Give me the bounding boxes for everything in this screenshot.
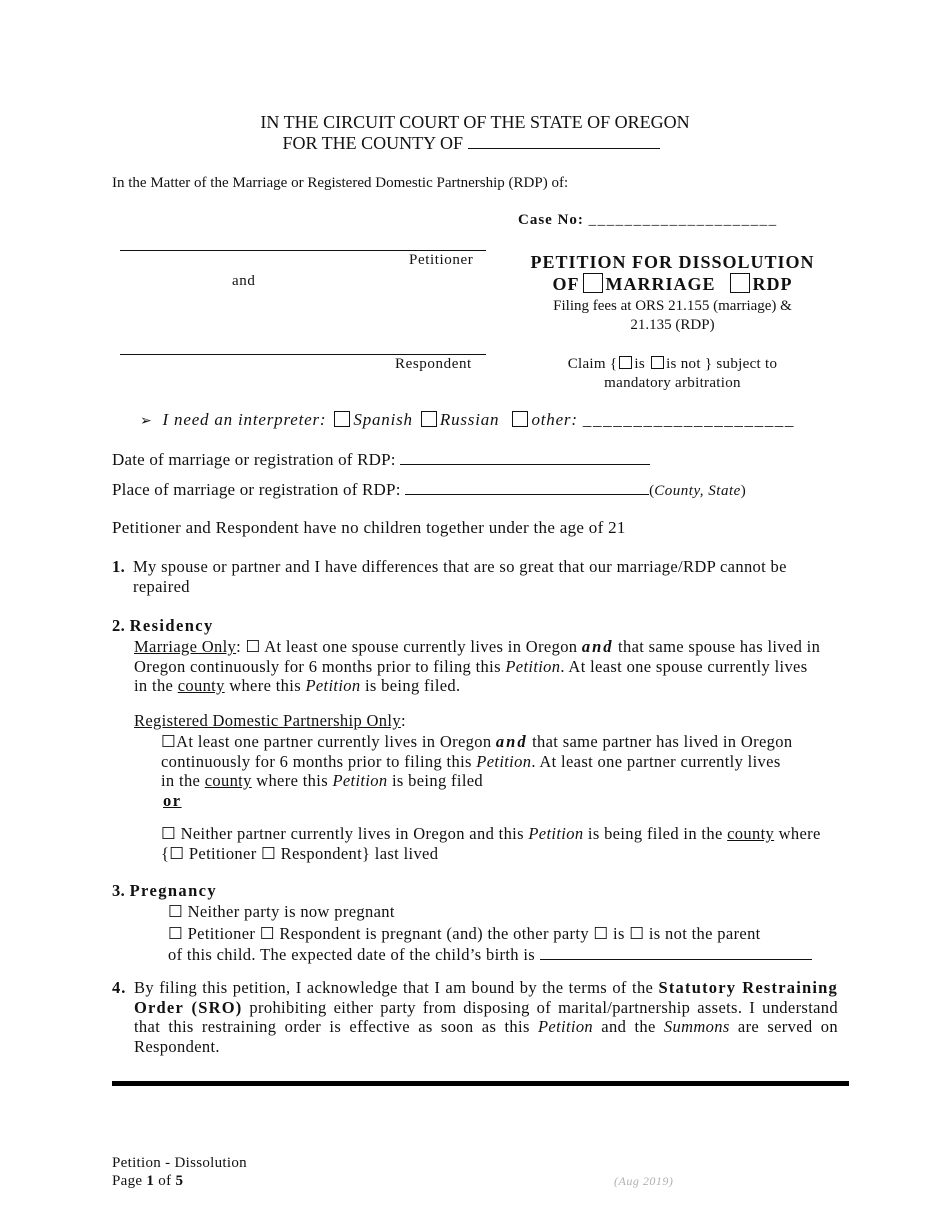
or-label: or (163, 791, 182, 810)
title-line-1: PETITION FOR DISSOLUTION (530, 252, 815, 272)
title-line-2: OF MARRIAGE RDP (552, 274, 793, 294)
russian-checkbox[interactable] (421, 411, 437, 427)
case-number-label: Case No: (518, 212, 584, 228)
marriage-checkbox[interactable] (583, 273, 603, 293)
filing-fees-line-1: Filing fees at ORS 21.155 (marriage) & (553, 298, 792, 314)
claim-is-checkbox[interactable] (619, 356, 632, 369)
page-number: Page 1 of 5 (112, 1173, 184, 1189)
petitioner-label: Petitioner (409, 252, 474, 268)
filing-fees-line-2: 21.135 (RDP) (630, 317, 715, 333)
respondent-label: Respondent (395, 356, 472, 372)
place-row: Place of marriage or registration of RDP: (County, State) (112, 480, 746, 499)
respondent-signature-line[interactable] (120, 354, 486, 355)
interpreter-row: ➢ I need an interpreter: Spanish Russian other: _____________________ (140, 410, 795, 429)
petitioner-signature-line[interactable] (120, 250, 486, 251)
form-name: Petition - Dissolution (112, 1155, 247, 1171)
rdp-only-heading: Registered Domestic Partnership Only: (134, 711, 406, 730)
birth-date-blank[interactable] (540, 945, 812, 960)
place-blank[interactable] (405, 480, 649, 495)
date-blank[interactable] (400, 450, 650, 465)
claim-is-not-checkbox[interactable] (651, 356, 664, 369)
spanish-checkbox[interactable] (334, 411, 350, 427)
item-3-heading: 3. Pregnancy (112, 881, 218, 900)
case-number-blank[interactable]: _____________________ (588, 212, 778, 228)
children-statement: Petitioner and Respondent have no children together under the age of 21 (112, 518, 626, 537)
county-blank[interactable] (468, 134, 660, 149)
item-1: 1. My spouse or partner and I have differences that are so great that our marriage/RDP cannot be repaired (112, 557, 832, 596)
birth-date-line: of this child. The expected date of the child’s birth is (168, 945, 812, 965)
footer (112, 1154, 247, 1190)
revision-date: (Aug 2019) (614, 1174, 674, 1188)
other-language-checkbox[interactable] (512, 411, 528, 427)
pregnancy-option[interactable]: ☐ Petitioner ☐ Respondent is pregnant (and) the other party ☐ is ☐ is not the parent (168, 924, 761, 943)
footer-rule (112, 1081, 849, 1086)
item-1-text: My spouse or partner and I have differences that are so great that our marriage/RDP cannot be repaired (133, 557, 787, 596)
item-2-heading: 2. Residency (112, 616, 214, 635)
and-label: and (232, 273, 256, 289)
arrow-bullet-icon: ➢ (140, 414, 153, 429)
item-4: 4. By filing this petition, I acknowledge that I am bound by the terms of the Statutory Restraining Order (SRO) prohibiting either party from disposing of marital/partnership assets. I understand that this restraining order is effective as soon as this Petition and the Summons are served on Respondent. (112, 978, 838, 1056)
petition-title (510, 252, 835, 335)
date-row: Date of marriage or registration of RDP: (112, 450, 650, 470)
neither-pregnant-option[interactable]: ☐ Neither party is now pregnant (168, 902, 395, 921)
item-4-text: By filing this petition, I acknowledge that I am bound by the terms of the Statutory Restraining Order (SRO) prohibiting either party from disposing of marital/partnership assets. I understand that this restraining order is effective as soon as this Petition and the Summons are served on Respondent. (134, 978, 838, 1056)
court-line-1: IN THE CIRCUIT COURT OF THE STATE OF OREGON (260, 112, 690, 132)
case-number-field[interactable] (518, 212, 778, 229)
other-language-blank[interactable]: _____________________ (582, 410, 795, 429)
matter-caption: In the Matter of the Marriage or Registered Domestic Partnership (RDP) of: (112, 175, 569, 191)
marriage-only-paragraph: Marriage Only: ☐ At least one spouse currently lives in Oregon and that same spouse has lived in Oregon continuously for 6 months prior to filing this Petition. At least one spouse currently lives in the county where this Petition is being filed. (134, 637, 821, 695)
rdp-checkbox[interactable] (730, 273, 750, 293)
claim-line-2: mandatory arbitration (604, 375, 741, 391)
court-line-2: FOR THE COUNTY OF (0, 133, 950, 154)
arbitration-claim: Claim { is is not } subject to mandatory arbitration (510, 355, 835, 393)
rdp-residency-option[interactable]: ☐At least one partner currently lives in Oregon and that same partner has lived in Oregon continuously for 6 months prior to filing this Petition. At least one partner currently lives in the county where this Petition is being filed (161, 732, 793, 790)
court-header (0, 112, 950, 154)
neither-partner-option[interactable]: ☐ Neither partner currently lives in Oregon and this Petition is being filed in the county where {☐ Petitioner ☐ Respondent} last lived (161, 824, 821, 863)
